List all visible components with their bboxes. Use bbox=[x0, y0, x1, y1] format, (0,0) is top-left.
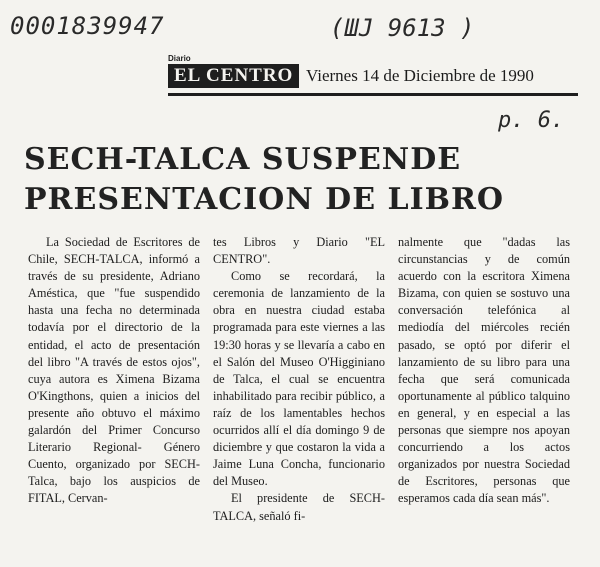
page-note-handwritten: p. 6. bbox=[498, 108, 565, 133]
article-paragraph: La Sociedad de Escritores de Chile, SECH-TALCA, informó a través de su presidente, Adriano Améstica, que "fue suspendido hasta una fecha no determinada todavía por el directorio de la entidad, el acto de presentación del libro "A través de estos ojos", cuya autora es Ximena Bizama O'Kingthons, quien a inicios del presente año obtuvo el máximo galardón del Primer Concurso Literario Regional- Género Cuento, organizado por SECH-Talca, bajo los auspicios de FITAL, Cervan- bbox=[28, 235, 200, 506]
article-column-1 bbox=[28, 234, 200, 564]
paper-kicker: Diario bbox=[168, 54, 191, 63]
article-paragraph: tes Libros y Diario "EL CENTRO". bbox=[213, 235, 385, 267]
article-paragraph: El presidente de SECH-TALCA, señaló fi- bbox=[213, 491, 385, 523]
article-column-3 bbox=[398, 234, 570, 564]
article-column-2 bbox=[213, 234, 385, 564]
archive-code-handwritten: (ШЈ 9613 ) bbox=[330, 14, 475, 42]
publication-date: Viernes 14 de Diciembre de 1990 bbox=[306, 66, 534, 85]
masthead bbox=[168, 52, 578, 98]
masthead-rule bbox=[168, 93, 578, 96]
article-paragraph: nalmente que "dadas las circunstancias y de común acuerdo con la escritora Ximena Bizama, con quien se sostuvo una conversación telefónica al mediodía del miércoles recién pasado, se optó por diferir el lanzamiento de su libro para una fecha que será comunicada oportunamente al público talquino en general, y en especial a las personas que siempre nos apoyan concurriendo a los actos organizados por nuestra Sociedad de Escritores, personas que esperamos cada día sean más". bbox=[398, 235, 570, 506]
headline bbox=[24, 140, 584, 220]
headline-line-2: PRESENTACION DE LIBRO bbox=[24, 182, 505, 217]
paper-name-logo: EL CENTRO bbox=[168, 64, 299, 88]
archive-id-handwritten: 0001839947 bbox=[10, 12, 165, 40]
headline-line-1: SECH-TALCA SUSPENDE bbox=[24, 142, 462, 177]
article-paragraph: Como se recordará, la ceremonia de lanzamiento de la obra en nuestra ciudad estaba programada para este viernes a las 19:30 horas y se llevaría a cabo en el Salón del Museo O'Higginiano de Talca, el cual se encuentra inhabilitado para recibir público, a raíz de los lamentables hechos ocurridos allí el día domingo 9 de diciembre y que costaron la vida a Jaime Luna Concha, funcionario del Museo. bbox=[213, 269, 385, 489]
article-body bbox=[28, 234, 580, 564]
